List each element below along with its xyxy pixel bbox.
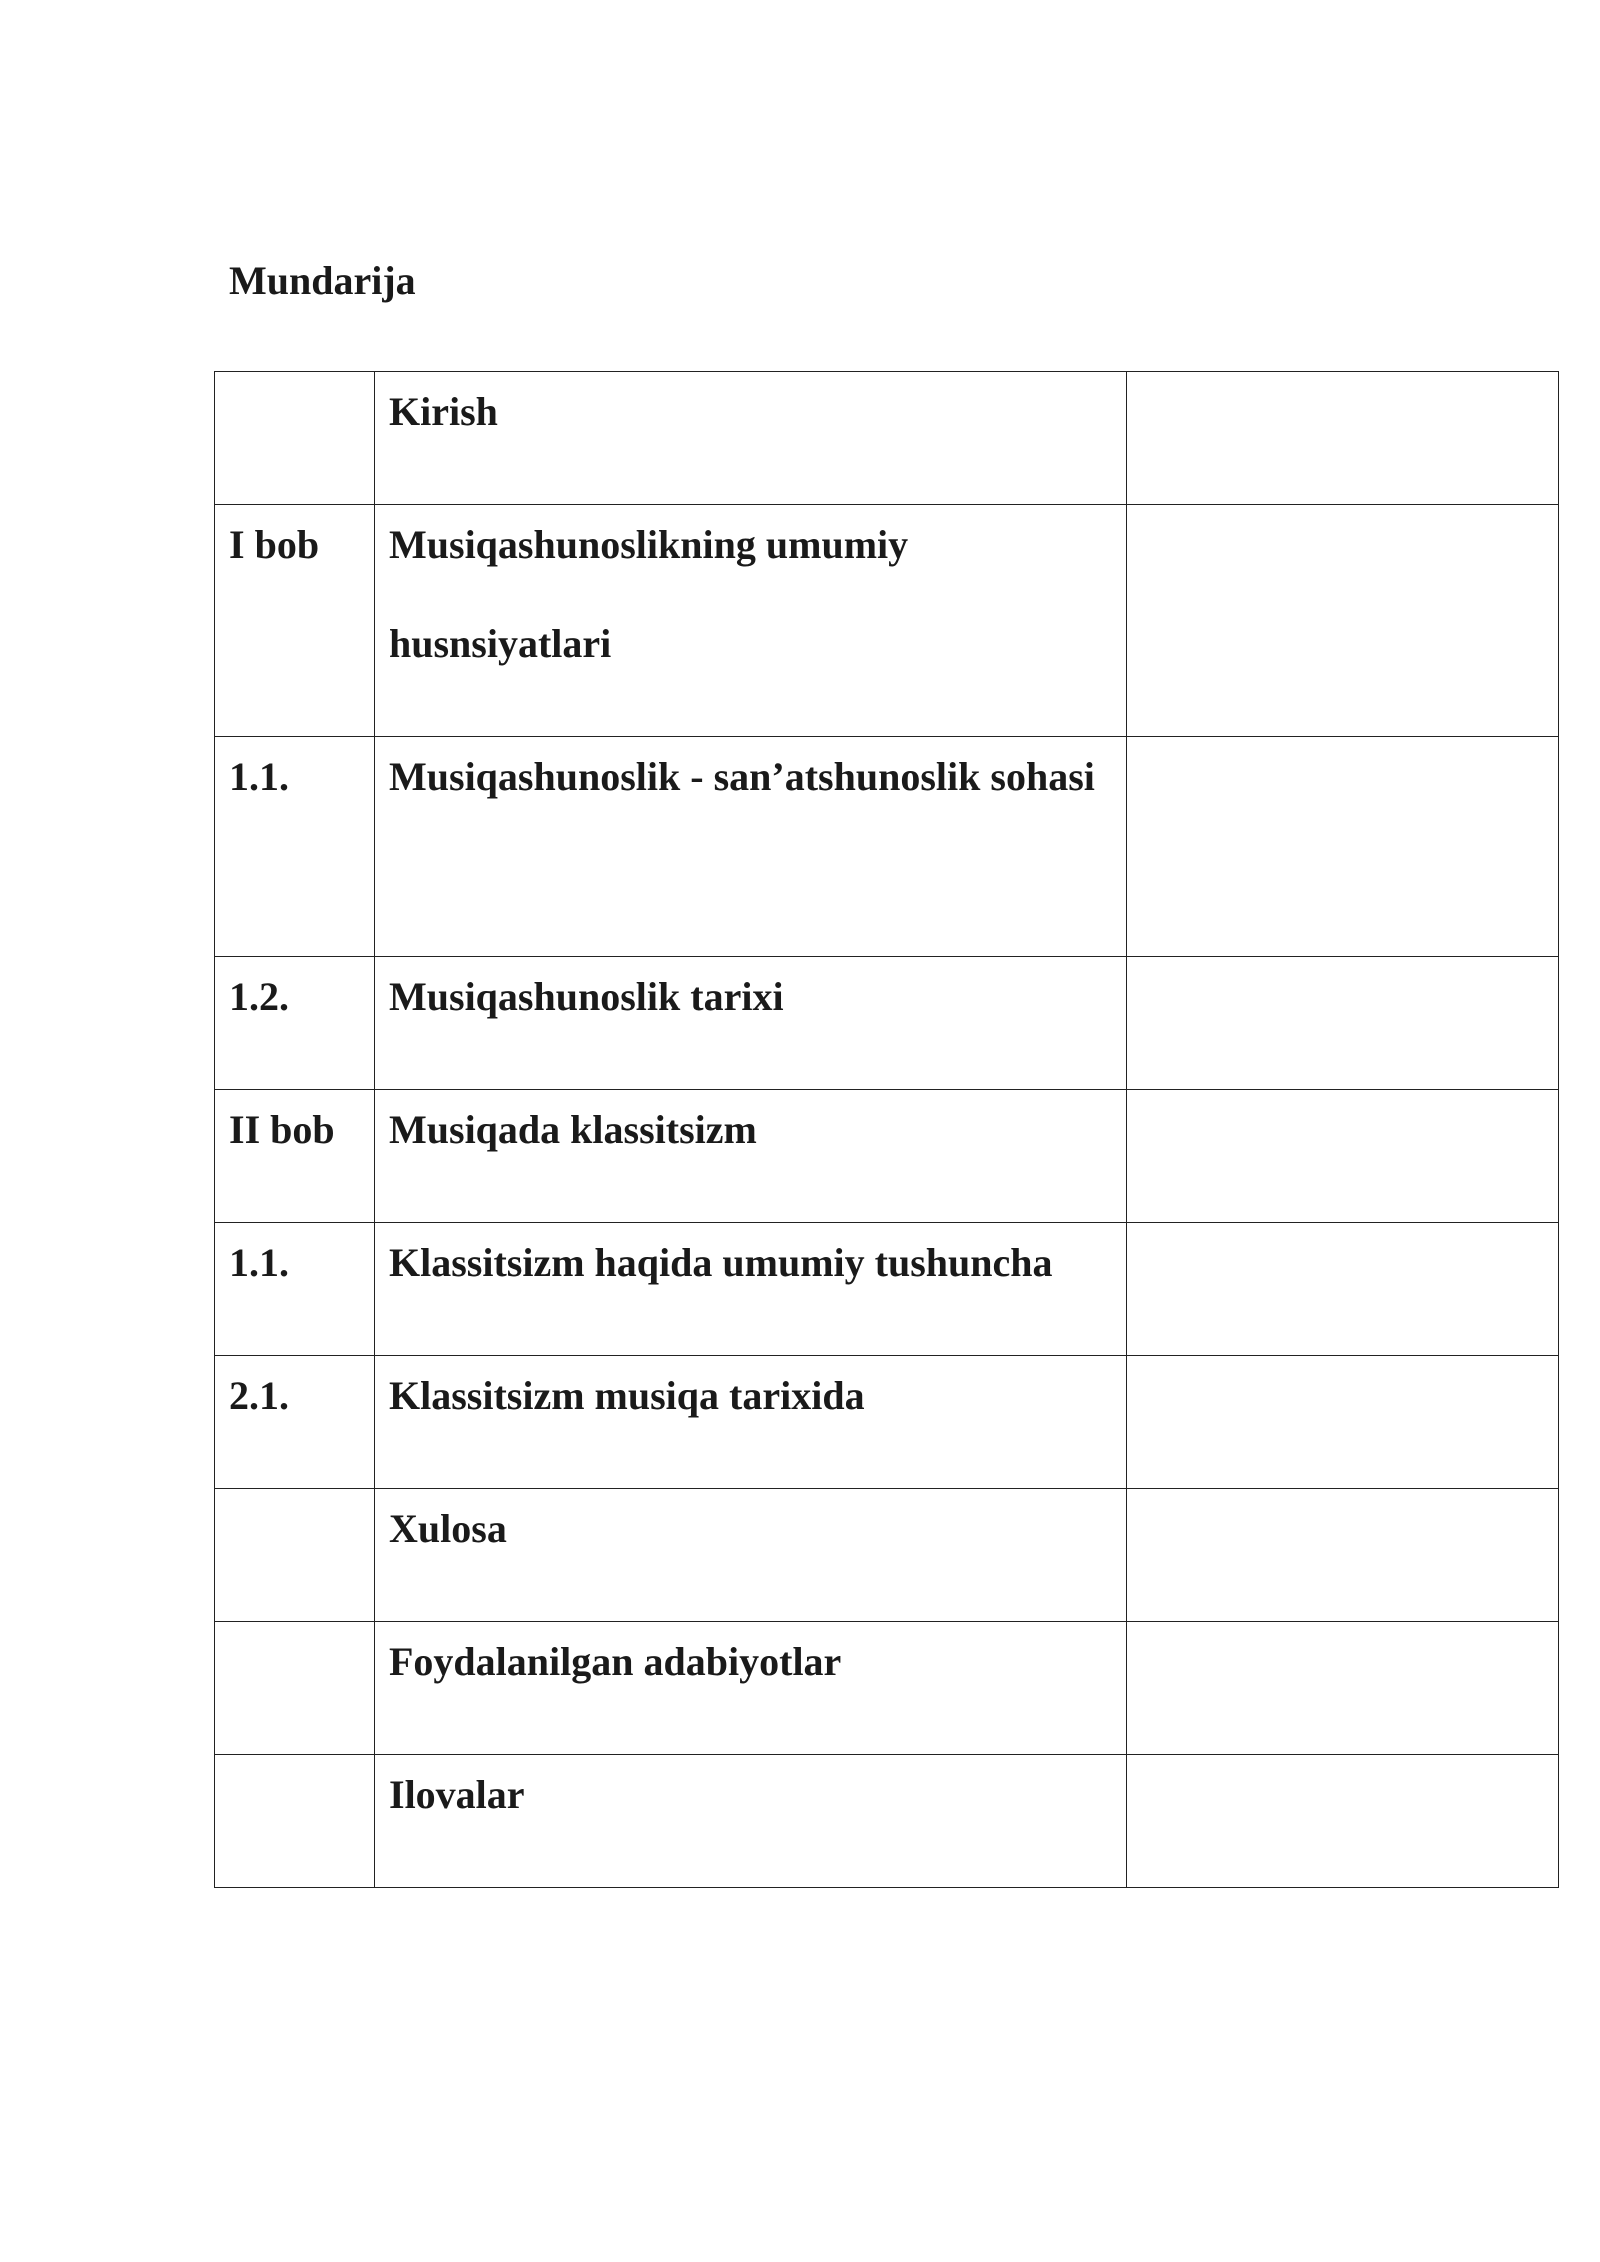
table-row [215,1090,1559,1223]
section-number: I bob [215,505,375,737]
table-row [215,957,1559,1090]
page-number [1127,1356,1559,1489]
table-row [215,1755,1559,1888]
section-title: Klassitsizm musiqa tarixida [375,1356,1127,1489]
page-number [1127,957,1559,1090]
table-row [215,1622,1559,1755]
table-of-contents [214,371,1559,1888]
section-title: Klassitsizm haqida umumiy tushuncha [375,1223,1127,1356]
table-row [215,1223,1559,1356]
page-number [1127,1622,1559,1755]
page-number [1127,372,1559,505]
section-number [215,1622,375,1755]
section-number: 1.1. [215,1223,375,1356]
section-title: Ilovalar [375,1755,1127,1888]
section-title: Foydalanilgan adabiyotlar [375,1622,1127,1755]
table-row [215,1356,1559,1489]
page-number [1127,1223,1559,1356]
section-number: 2.1. [215,1356,375,1489]
section-number [215,1755,375,1888]
table-row [215,372,1559,505]
section-title: Musiqashunoslik tarixi [375,957,1127,1090]
section-number [215,1489,375,1622]
section-title: Musiqashunoslikning umumiy husnsiyatlari [375,505,1127,737]
section-title: Musiqada klassitsizm [375,1090,1127,1223]
page-number [1127,737,1559,957]
page-number [1127,1489,1559,1622]
table-row [215,505,1559,737]
section-title: Kirish [375,372,1127,505]
table-row [215,737,1559,957]
page-number [1127,505,1559,737]
section-title: Xulosa [375,1489,1127,1622]
page-number [1127,1090,1559,1223]
section-number [215,372,375,505]
section-number: 1.2. [215,957,375,1090]
section-number: 1.1. [215,737,375,957]
section-number: II bob [215,1090,375,1223]
page-title: Mundarija [229,258,416,303]
table-row [215,1489,1559,1622]
page-number [1127,1755,1559,1888]
section-title: Musiqashunoslik - san’atshunoslik sohasi [375,737,1127,957]
